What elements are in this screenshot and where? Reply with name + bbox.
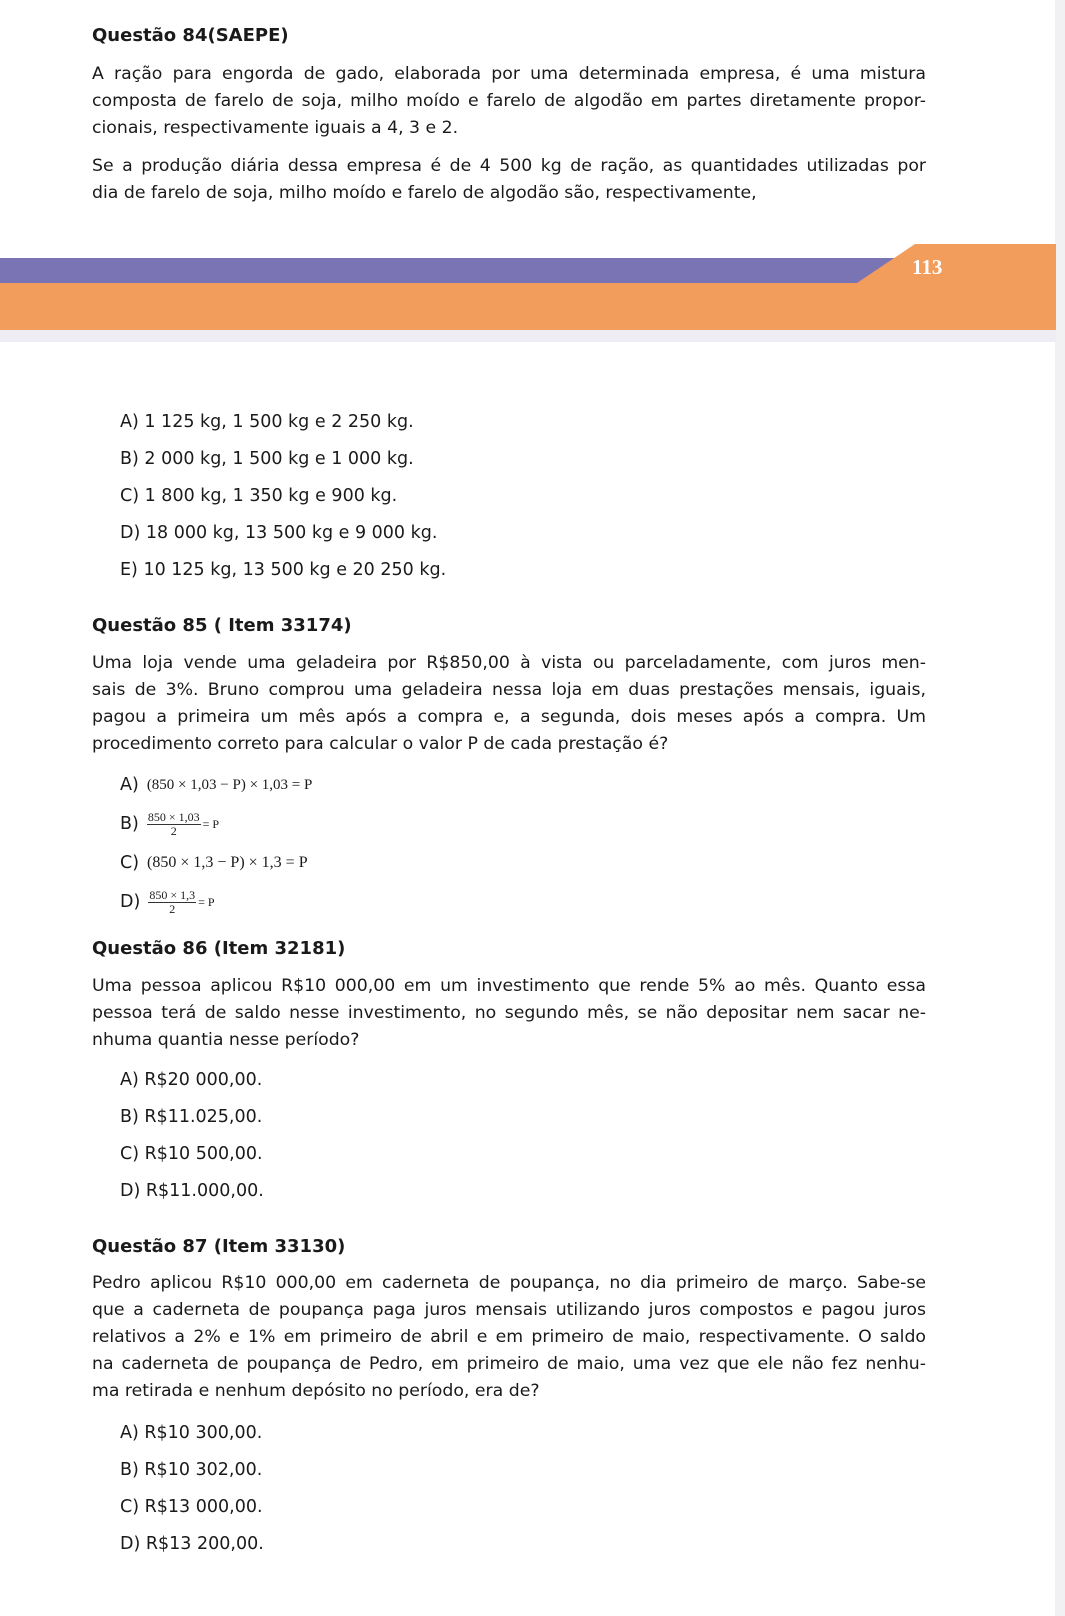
- text-line: A ração para engorda de gado, elaborada por uma determinada empresa, é uma mistura: [92, 64, 926, 84]
- option-d: D) R$11.000,00.: [120, 1181, 264, 1201]
- banner-orange-band: [0, 244, 1056, 330]
- option-d: [120, 882, 312, 922]
- option-label: C): [120, 853, 140, 873]
- page-banner: [0, 244, 1056, 330]
- text-line: pagou a primeira um mês após a compra e, a segunda, dois meses após a compra. Um: [92, 707, 926, 727]
- option-label: B): [120, 814, 139, 834]
- q87-options: [120, 1415, 264, 1563]
- q84-paragraph-2: [92, 153, 926, 207]
- option-a: A) R$10 300,00.: [120, 1423, 263, 1443]
- option-c: C) 1 800 kg, 1 350 kg e 900 kg.: [120, 486, 398, 506]
- q84-options: [120, 404, 446, 589]
- text-line: na caderneta de poupança de Pedro, em primeiro de maio, uma vez que ele não fez nenhu-: [92, 1354, 926, 1374]
- text-line: pessoa terá de saldo nesse investimento, no segundo mês, se não depositar nem sacar ne-: [92, 1003, 926, 1023]
- banner-shadow: [0, 330, 1056, 342]
- text-line: dia de farelo de soja, milho moído e farelo de algodão são, respectivamente,: [92, 183, 757, 203]
- option-a: A) R$20 000,00.: [120, 1070, 263, 1090]
- q86-options: [120, 1062, 264, 1210]
- formula-rhs: = P: [198, 894, 215, 909]
- numerator: 850 × 1,3: [149, 887, 196, 902]
- text-line: relativos a 2% e 1% em primeiro de abril e em primeiro de maio, respectivamente. O saldo: [92, 1327, 926, 1347]
- q86-paragraph: [92, 973, 926, 1054]
- q85-title: Questão 85 ( Item 33174): [92, 615, 352, 636]
- option-c: C) R$10 500,00.: [120, 1144, 263, 1164]
- text-line: composta de farelo de soja, milho moído e farelo de algodão em partes diretamente propor-: [92, 91, 926, 111]
- text-line: Uma pessoa aplicou R$10 000,00 em um investimento que rende 5% ao mês. Quanto essa: [92, 976, 926, 996]
- denominator: 2: [169, 901, 176, 916]
- option-b: [120, 804, 312, 844]
- option-label: A): [120, 775, 139, 795]
- fraction: [147, 811, 201, 838]
- formula: (850 × 1,03 − P) × 1,03 = P: [146, 776, 313, 793]
- denominator: 2: [170, 823, 177, 838]
- option-c: [120, 844, 312, 882]
- text-line: Pedro aplicou R$10 000,00 em caderneta de poupança, no dia primeiro de março. Sabe-se: [92, 1273, 926, 1293]
- text-line: Uma loja vende uma geladeira por R$850,00 à vista ou parceladamente, com juros men-: [92, 653, 926, 673]
- formula: (850 × 1,3 − P) × 1,3 = P: [147, 854, 308, 871]
- text-line: que a caderneta de poupança paga juros mensais utilizando juros compostos e pagou juros: [92, 1300, 926, 1320]
- option-b: B) R$11.025,00.: [120, 1107, 263, 1127]
- option-b: B) R$10 302,00.: [120, 1460, 263, 1480]
- banner-purple-band: [0, 258, 900, 283]
- option-c: C) R$13 000,00.: [120, 1497, 263, 1517]
- option-b: B) 2 000 kg, 1 500 kg e 1 000 kg.: [120, 449, 414, 469]
- q86-title: Questão 86 (Item 32181): [92, 938, 346, 959]
- text-line: ma retirada e nenhum depósito no período, era de?: [92, 1381, 540, 1401]
- scrollbar-track: [1055, 0, 1065, 1616]
- option-d: D) R$13 200,00.: [120, 1534, 264, 1554]
- option-a: A) 1 125 kg, 1 500 kg e 2 250 kg.: [120, 412, 414, 432]
- text-line: sais de 3%. Bruno comprou uma geladeira nessa loja em duas prestações mensais, iguais,: [92, 680, 926, 700]
- q84-paragraph-1: [92, 61, 926, 142]
- numerator: 850 × 1,03: [147, 809, 200, 824]
- q87-title: Questão 87 (Item 33130): [92, 1236, 346, 1257]
- page-number: 113: [912, 255, 943, 279]
- formula-rhs: = P: [202, 816, 220, 831]
- q87-paragraph: [92, 1270, 926, 1405]
- text-line: cionais, respectivamente iguais a 4, 3 e 2.: [92, 118, 459, 138]
- text-line: procedimento correto para calcular o valor P de cada prestação é?: [92, 734, 669, 754]
- fraction: [148, 889, 196, 916]
- q84-title: Questão 84(SAEPE): [92, 25, 289, 46]
- option-d: D) 18 000 kg, 13 500 kg e 9 000 kg.: [120, 523, 438, 543]
- text-line: nhuma quantia nesse período?: [92, 1030, 360, 1050]
- text-line: Se a produção diária dessa empresa é de 4 500 kg de ração, as quantidades utilizadas por: [92, 156, 926, 176]
- option-label: D): [120, 892, 141, 912]
- option-e: E) 10 125 kg, 13 500 kg e 20 250 kg.: [120, 560, 447, 580]
- option-a: [120, 766, 312, 804]
- q85-options: [120, 766, 312, 922]
- q85-paragraph: [92, 650, 926, 758]
